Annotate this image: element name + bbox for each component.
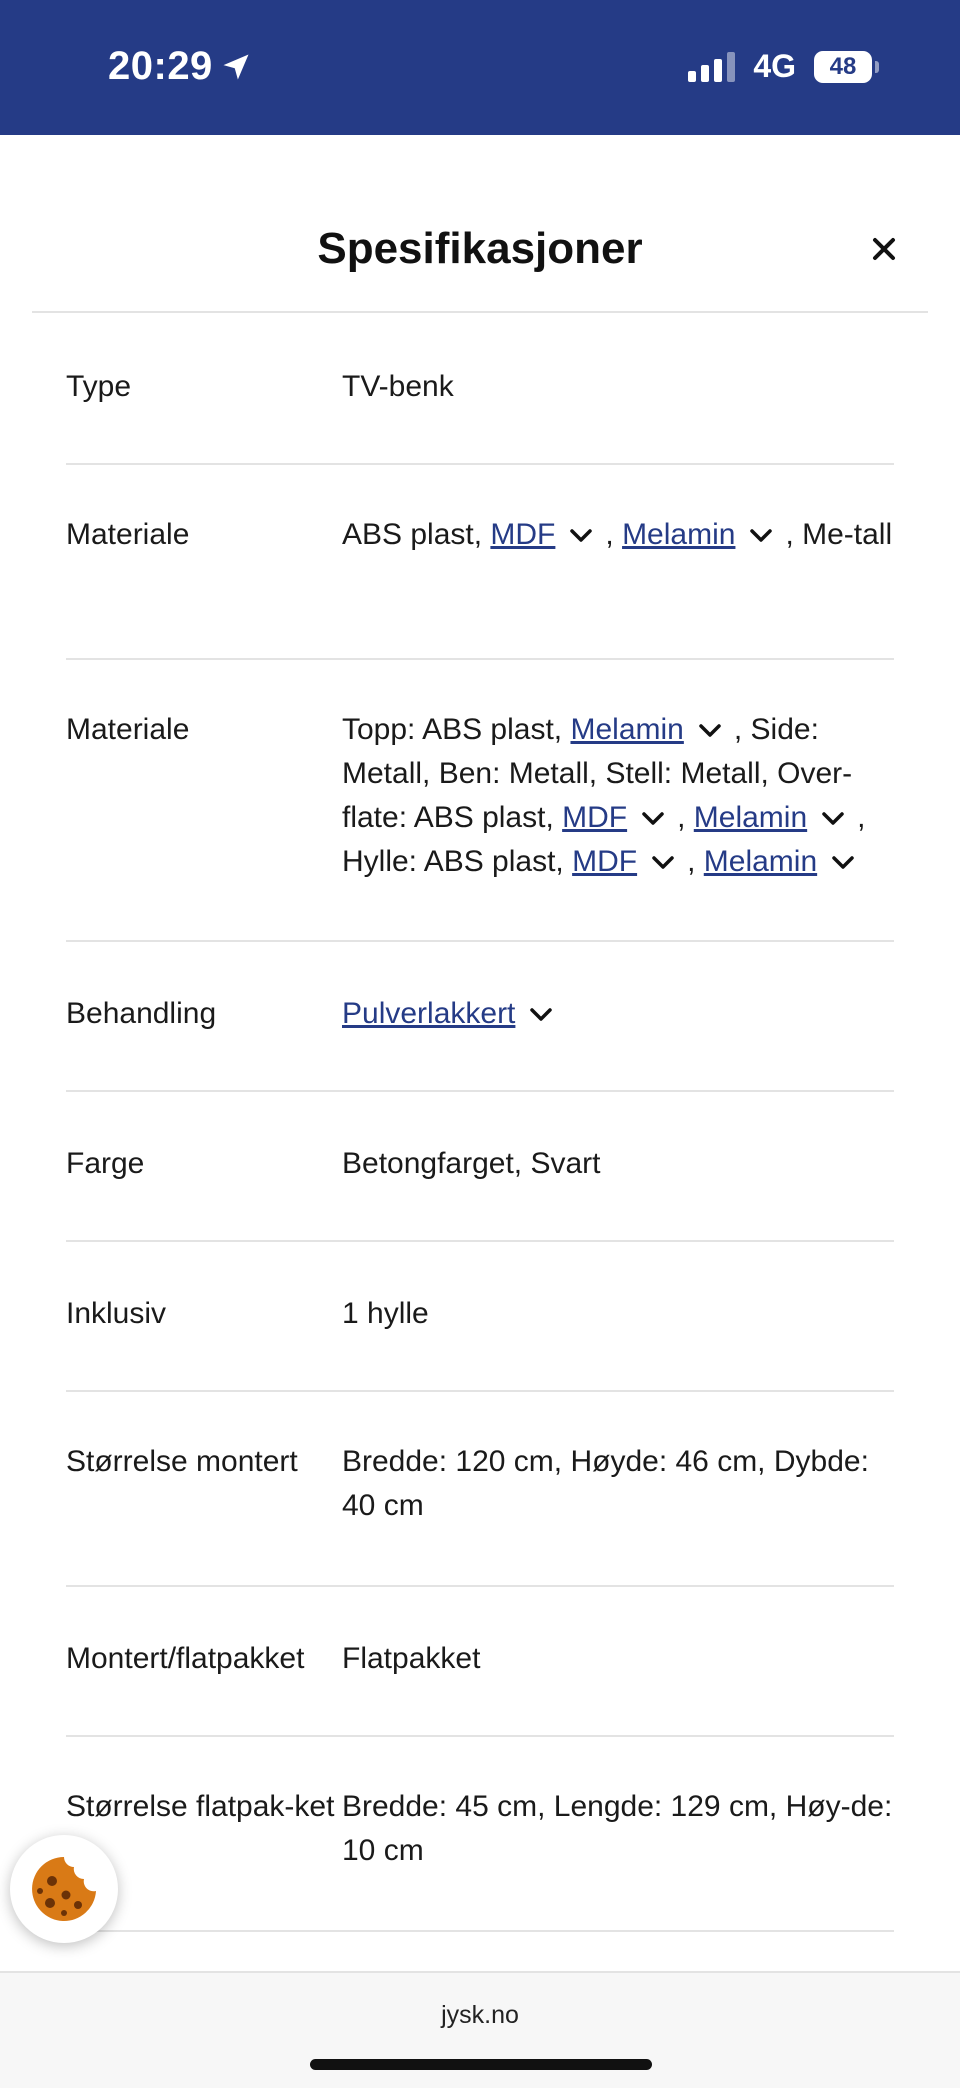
- chevron-down-icon[interactable]: [649, 853, 677, 873]
- spec-label: Materiale: [66, 713, 190, 746]
- spec-label: Type: [66, 370, 132, 403]
- close-icon: [862, 227, 906, 271]
- signal-icon: [688, 52, 735, 82]
- spec-row: [66, 465, 894, 660]
- spec-value: [342, 513, 894, 658]
- spec-link[interactable]: MDF: [562, 801, 628, 834]
- spec-link[interactable]: MDF: [572, 845, 638, 878]
- cookie-button[interactable]: [10, 1835, 118, 1943]
- spec-text: Bredde: 45 cm, Lengde: 129 cm, Høy-de: 10 cm: [342, 1790, 893, 1867]
- status-time: [108, 44, 251, 89]
- spec-text: , Hylle: ABS plast,: [342, 801, 866, 878]
- chevron-down-icon[interactable]: [819, 809, 847, 829]
- spec-row: [66, 1737, 894, 1932]
- network-label: 4G: [753, 48, 796, 84]
- spec-value: [342, 1440, 894, 1585]
- spec-row: [66, 1242, 894, 1392]
- spec-text: , Me-tall: [785, 518, 893, 551]
- spec-text: 1 hylle: [342, 1297, 429, 1330]
- spec-text: Bredde: 120 cm, Høyde: 46 cm, Dybde: 40 cm: [342, 1445, 869, 1522]
- url-domain[interactable]: jysk.no: [441, 2001, 519, 2029]
- spec-link[interactable]: Melamin: [703, 845, 818, 878]
- spec-row: [66, 1587, 894, 1737]
- spec-text: ,: [687, 845, 704, 878]
- spec-list: [66, 313, 894, 1932]
- spec-value: [342, 708, 894, 940]
- spec-value: [342, 1292, 894, 1390]
- page-title: Spesifikasjoner: [317, 224, 643, 273]
- cookie-icon: [26, 1851, 102, 1927]
- spec-link[interactable]: Melamin: [570, 713, 684, 746]
- spec-value: [342, 1142, 894, 1240]
- spec-link[interactable]: Melamin: [622, 518, 736, 551]
- spec-link[interactable]: MDF: [490, 518, 556, 551]
- spec-link[interactable]: Melamin: [693, 801, 808, 834]
- time-label: 20:29: [108, 44, 213, 88]
- spec-text: , Side: Metall, Ben: Metall, Stell: Metall, Over-flate: ABS plast,: [342, 713, 853, 834]
- spec-row: [66, 660, 894, 942]
- spec-value: [342, 1785, 894, 1930]
- spec-label: Størrelse montert: [66, 1445, 298, 1478]
- battery-level: 48: [829, 52, 857, 80]
- chevron-down-icon[interactable]: [639, 809, 667, 829]
- spec-label: Størrelse flatpak-ket: [66, 1790, 335, 1823]
- location-arrow-icon: [221, 52, 251, 82]
- spec-row: [66, 1092, 894, 1242]
- chevron-down-icon[interactable]: [747, 526, 775, 546]
- spec-text: Flatpakket: [342, 1642, 481, 1675]
- spec-row: [66, 942, 894, 1092]
- spec-text: Betongfarget, Svart: [342, 1147, 601, 1180]
- spec-value: [342, 365, 894, 463]
- spec-row: [66, 1392, 894, 1587]
- spec-label: Farge: [66, 1147, 145, 1180]
- spec-label: Materiale: [66, 518, 190, 551]
- spec-text: TV-benk: [342, 370, 454, 403]
- spec-text: ,: [605, 518, 623, 551]
- chevron-down-icon[interactable]: [527, 1005, 555, 1025]
- battery-icon: [814, 51, 872, 83]
- browser-bottom-bar: [0, 1971, 960, 2088]
- spec-label: Behandling: [66, 997, 217, 1030]
- spec-text: ABS plast,: [342, 518, 491, 551]
- spec-link[interactable]: Pulverlakkert: [342, 997, 516, 1030]
- spec-label: Montert/flatpakket: [66, 1642, 305, 1675]
- spec-value: [342, 1637, 894, 1735]
- spec-label: Inklusiv: [66, 1297, 167, 1330]
- spec-value: [342, 992, 894, 1090]
- home-indicator[interactable]: [310, 2059, 652, 2070]
- status-bar: [0, 0, 960, 135]
- spec-row: [66, 313, 894, 465]
- spec-text: Topp: ABS plast,: [342, 713, 571, 746]
- modal-header: [32, 135, 928, 313]
- chevron-down-icon[interactable]: [696, 721, 724, 741]
- chevron-down-icon[interactable]: [829, 853, 857, 873]
- spec-text: ,: [677, 801, 694, 834]
- chevron-down-icon[interactable]: [567, 526, 595, 546]
- close-button[interactable]: [862, 227, 906, 271]
